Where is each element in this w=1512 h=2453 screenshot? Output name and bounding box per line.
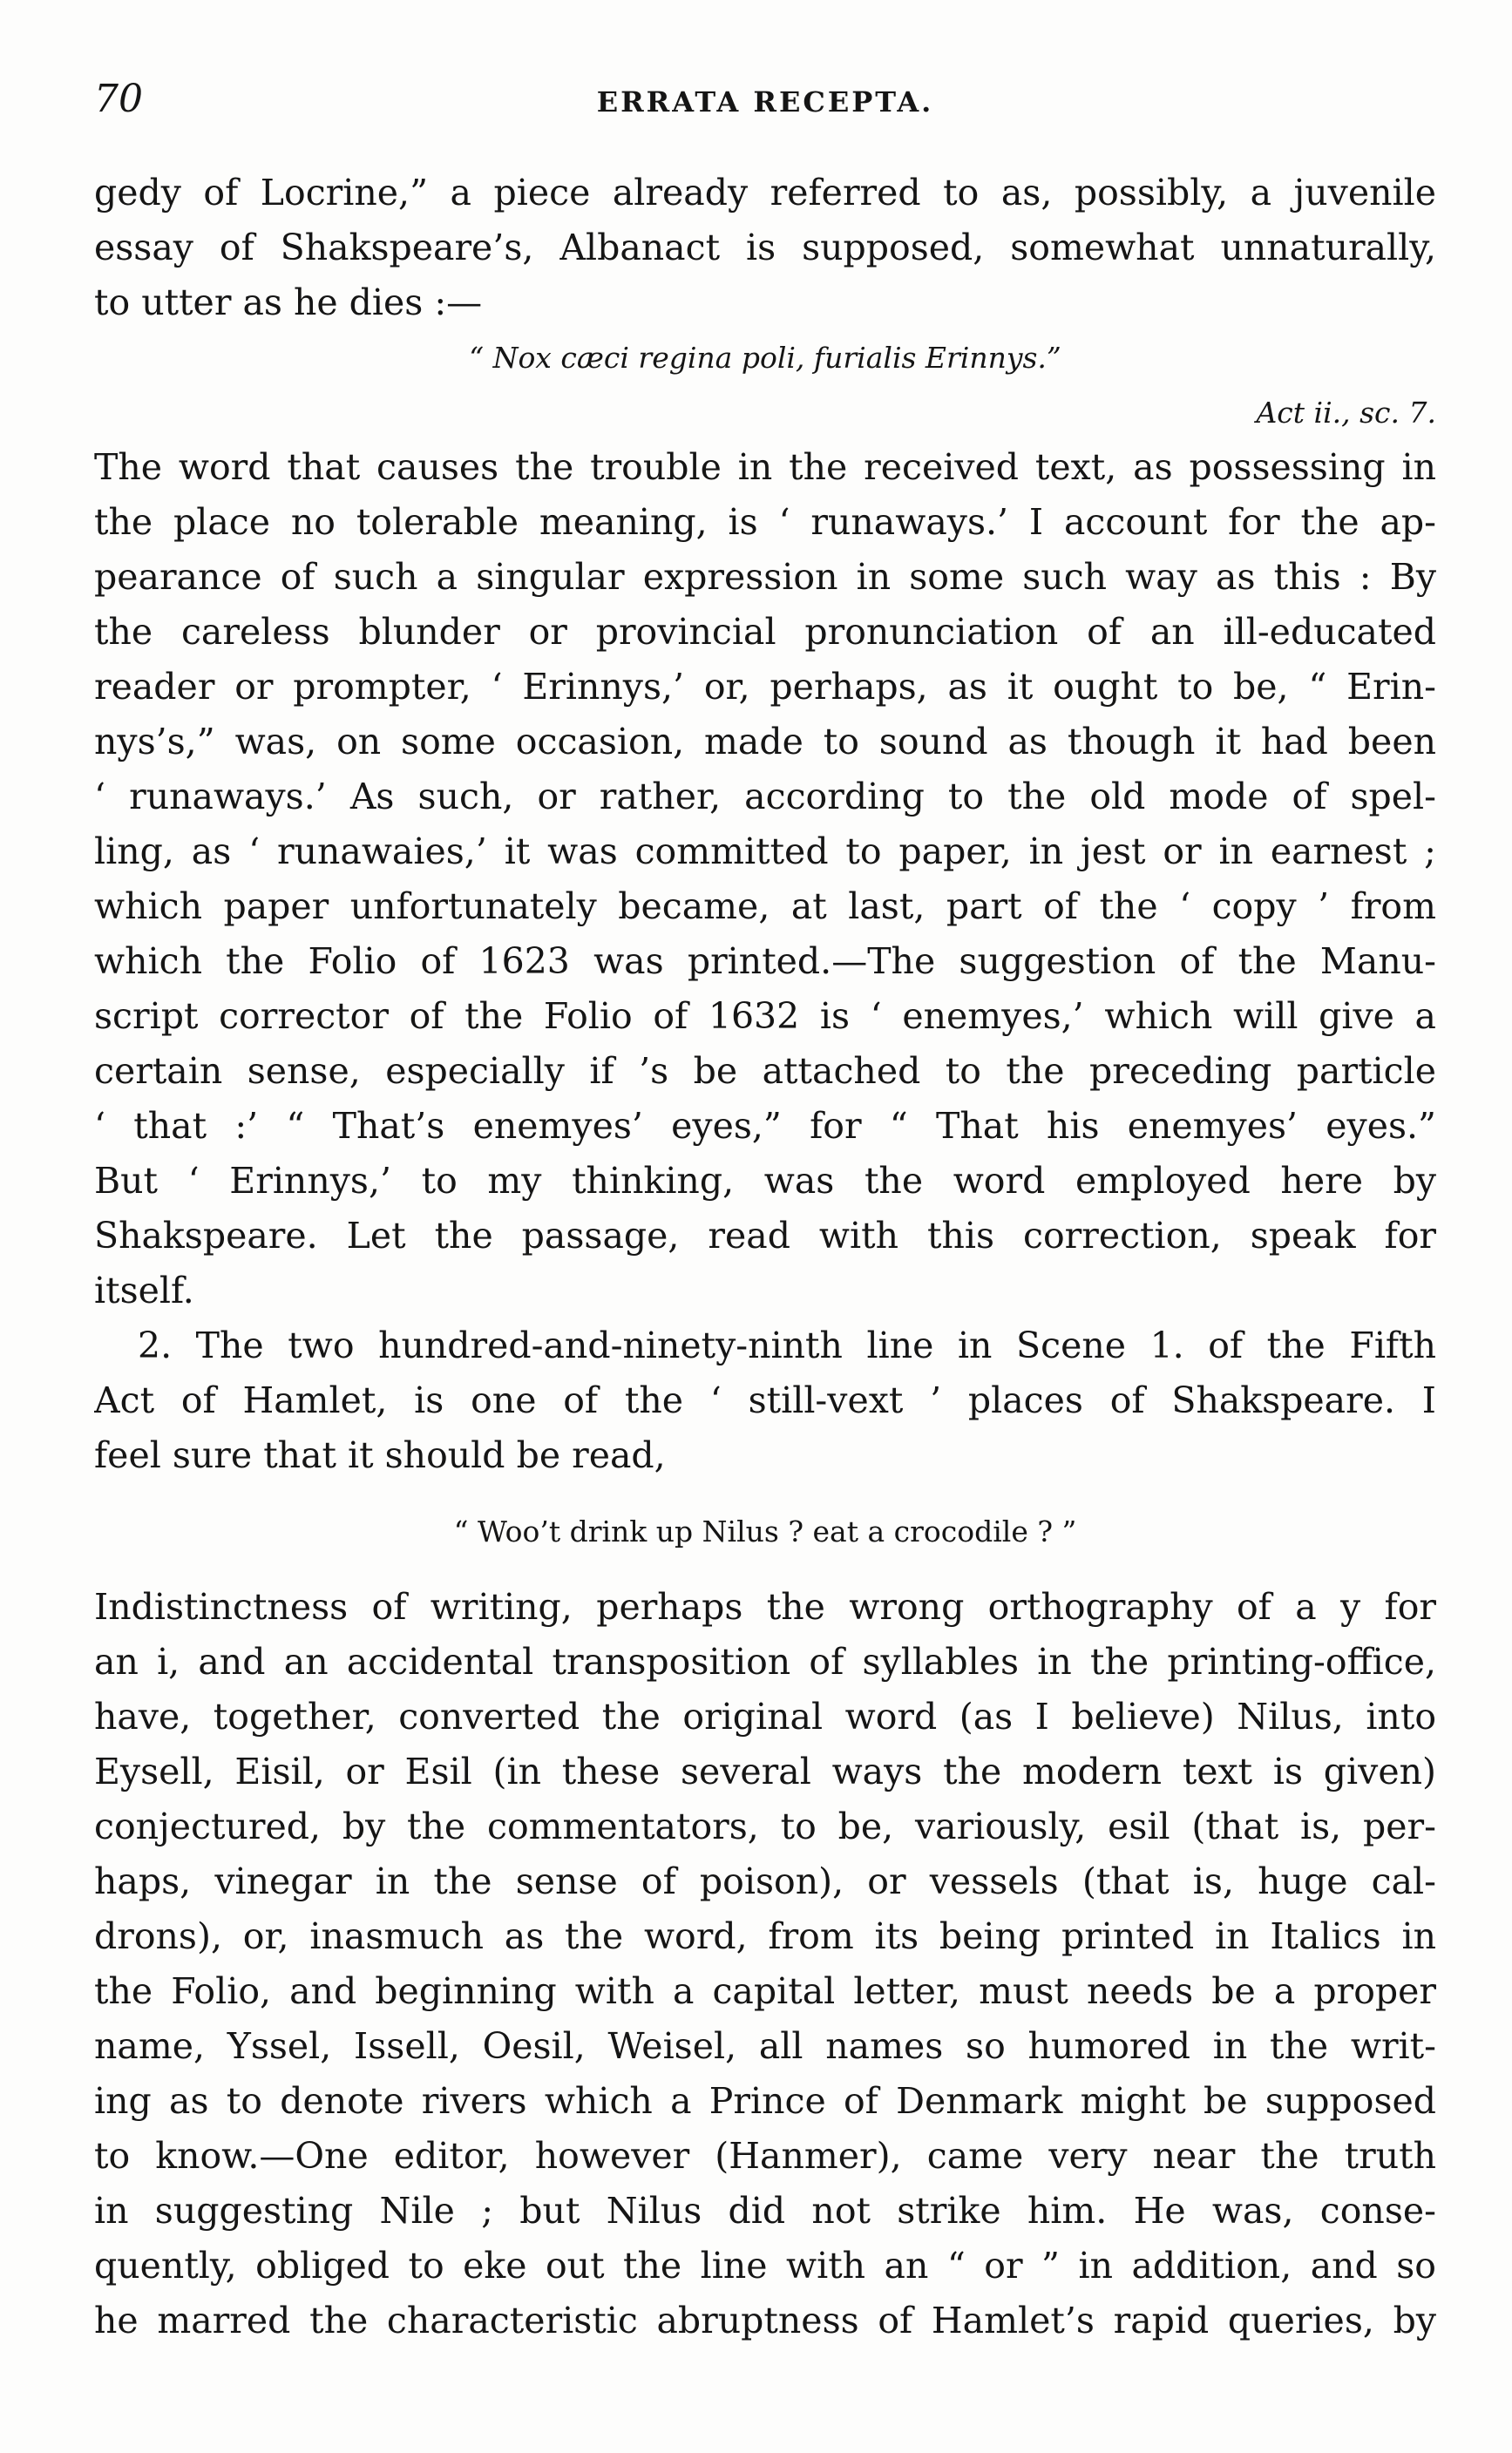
text-line: But ‘ Erinnys,’ to my thinking, was the word employed here by [94,1160,1436,1202]
text-line: ling, as ‘ runawaies,’ it was committed to paper, in jest or in earnest ; [94,830,1436,872]
text-line: conjectured, by the commentators, to be, variously, esil (that is, per- [94,1806,1436,1847]
text-line: name, Yssel, Issell, Oesil, Weisel, all names so humored in the writ- [94,2025,1436,2067]
text-line: the Folio, and beginning with a capital letter, must needs be a proper [94,1970,1436,2012]
block-quote: “ Woo’t drink up Nilus ? eat a crocodile ? ” [453,1514,1077,1548]
page-body [94,166,1436,2348]
page-number: 70 [94,77,143,121]
text-line: which paper unfortunately became, at last, part of the ‘ copy ’ from [94,885,1436,927]
paragraph-start: 2. The two hundred-and-ninety-ninth line in Scene 1. of the Fifth [138,1325,1436,1366]
text-line: he marred the characteristic abruptness of Hamlet’s rapid queries, by [94,2300,1436,2341]
text-line: certain sense, especially if ’s be attached to the preceding particle [94,1050,1436,1092]
text-line: have, together, converted the original word (as I believe) Nilus, into [94,1696,1436,1738]
text-line: The word that causes the trouble in the received text, as possessing in [94,446,1436,488]
text-line: to know.—One editor, however (Hanmer), came very near the truth [94,2135,1436,2177]
quote-citation: Act ii., sc. 7. [1256,396,1436,430]
text-line: which the Folio of 1623 was printed.—The suggestion of the Manu- [94,940,1436,982]
text-line: gedy of Locrine,” a piece already referred to as, possibly, a juvenile [94,172,1436,213]
block-quote: “ Nox cæci regina poli, furialis Erinnys.” [469,341,1061,375]
text-line: quently, obliged to eke out the line with an “ or ” in addition, and so [94,2245,1436,2287]
text-line: pearance of such a singular expression in some such way as this : By [94,556,1436,598]
text-line: the place no tolerable meaning, is ‘ runaways.’ I account for the ap- [94,501,1436,543]
text-line: Eysell, Eisil, or Esil (in these several ways the modern text is given) [94,1751,1436,1792]
text-line: haps, vinegar in the sense of poison), or vessels (that is, huge cal- [94,1860,1436,1902]
text-line: ‘ that :’ “ That’s enemyes’ eyes,” for “ That his enemyes’ eyes.” [94,1105,1436,1147]
text-line: drons), or, inasmuch as the word, from its being printed in Italics in [94,1915,1436,1957]
text-line: ‘ runaways.’ As such, or rather, according to the old mode of spel- [94,776,1436,817]
text-line: reader or prompter, ‘ Erinnys,’ or, perhaps, as it ought to be, “ Erin- [94,666,1436,708]
text-line: ing as to denote rivers which a Prince of Denmark might be supposed [94,2080,1436,2122]
text-line: an i, and an accidental transposition of syllables in the printing-office, [94,1641,1436,1683]
text-line: to utter as he dies :— [94,281,483,323]
text-line: Shakspeare. Let the passage, read with this correction, speak for [94,1215,1436,1257]
text-line: Indistinctness of writing, perhaps the wrong orthography of a y for [94,1586,1436,1628]
text-line: script corrector of the Folio of 1632 is ‘ enemyes,’ which will give a [94,995,1436,1037]
text-line: the careless blunder or provincial pronunciation of an ill-educated [94,611,1436,653]
text-line: feel sure that it should be read, [94,1434,666,1476]
page-header [94,77,1436,129]
text-line: nys’s,” was, on some occasion, made to sound as though it had been [94,721,1436,762]
text-line: Act of Hamlet, is one of the ‘ still-vext ’ places of Shakspeare. I [94,1379,1436,1421]
running-head: ERRATA RECEPTA. [596,85,934,119]
text-line: essay of Shakspeare’s, Albanact is supposed, somewhat unnaturally, [94,227,1436,268]
text-line: itself. [94,1270,194,1311]
text-line: in suggesting Nile ; but Nilus did not strike him. He was, conse- [94,2190,1436,2232]
